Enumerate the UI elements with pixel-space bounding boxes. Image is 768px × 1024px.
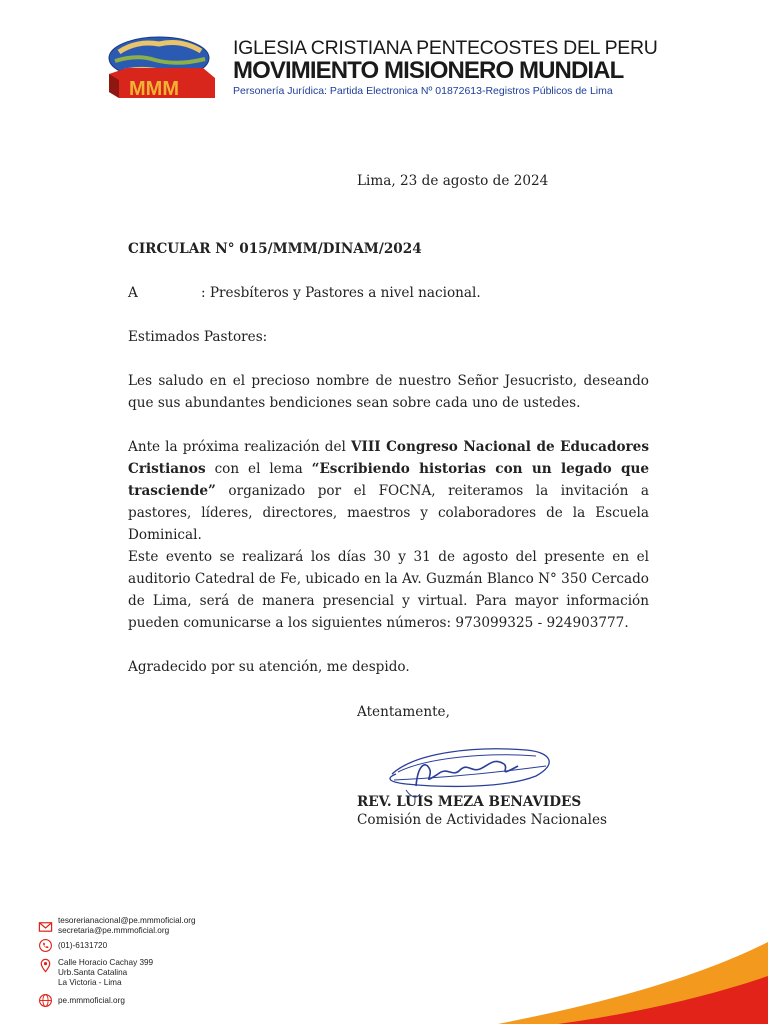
globe-logo-icon <box>107 34 217 100</box>
circular-reference: CIRCULAR N° 015/MMM/DINAM/2024 <box>128 241 422 257</box>
web-globe-icon <box>38 993 53 1008</box>
closing-line: Agradecido por su atención, me despido. <box>128 659 410 675</box>
footer-address-line2: Urb.Santa Catalina <box>58 968 128 977</box>
org-line1: IGLESIA CRISTIANA PENTECOSTES DEL PERU <box>233 37 658 59</box>
footer-email-treasury[interactable]: tesorerianacional@pe.mmmoficial.org <box>58 916 196 925</box>
org-legal-line: Personería Jurídica: Partida Electronica Nº 01872613-Registros Públicos de Lima <box>233 85 613 97</box>
signer-title: Comisión de Actividades Nacionales <box>357 812 607 828</box>
location-pin-icon <box>38 958 53 973</box>
congress-motto: “Escribiendo historias con un legado que trasciende” <box>128 461 649 499</box>
congress-name: VIII Congreso Nacional de Educadores Cristianos <box>128 439 649 477</box>
organization-name <box>233 38 658 97</box>
phone-icon <box>38 938 53 953</box>
paragraph-congress: Ante la próxima realización del VIII Congreso Nacional de Educadores Cristianos con el lema “Escribiendo historias con un legado que trasciende” organizado por el FOCNA, reiteramos la invitación a pastores, líderes, directores, maestros y colaboradores de la Escuela Dominical. <box>128 439 649 543</box>
to-label: A <box>128 285 138 301</box>
paragraph-greeting: Les saludo en el precioso nombre de nuestro Señor Jesucristo, deseando que sus abundantes bendiciones sean sobre cada uno de ustedes. <box>128 373 649 411</box>
logo-text: MMM <box>129 78 179 100</box>
footer-email-secretary[interactable]: secretaria@pe.mmmoficial.org <box>58 926 170 935</box>
salutation: Estimados Pastores: <box>128 329 268 345</box>
signer-name: REV. LUIS MEZA BENAVIDES <box>357 794 582 810</box>
paragraph-event-details: Este evento se realizará los días 30 y 31 de agosto del presente en el auditorio Catedral de Fe, ubicado en la Av. Guzmán Blanco N° 350 Cercado de Lima, será de manera presencial y virtual. Para mayor información pueden comunicarse a los siguientes números: 973099325 - 924903777. <box>128 549 649 631</box>
letterhead <box>107 34 658 104</box>
footer-address-line3: La Victoria - Lima <box>58 978 122 987</box>
org-line2: MOVIMIENTO MISIONERO MUNDIAL <box>233 57 624 84</box>
footer-address-line1: Calle Horacio Cachay 399 <box>58 958 154 967</box>
letter-date: Lima, 23 de agosto de 2024 <box>357 173 549 189</box>
mail-icon <box>38 919 53 934</box>
to-recipients: : Presbíteros y Pastores a nivel nacional. <box>201 285 481 301</box>
footer-website[interactable]: pe.mmmoficial.org <box>58 996 125 1005</box>
footer-phone[interactable]: (01)-6131720 <box>58 941 108 950</box>
decorative-corner-swoosh <box>468 924 768 1024</box>
sign-off: Atentamente, <box>357 704 450 720</box>
